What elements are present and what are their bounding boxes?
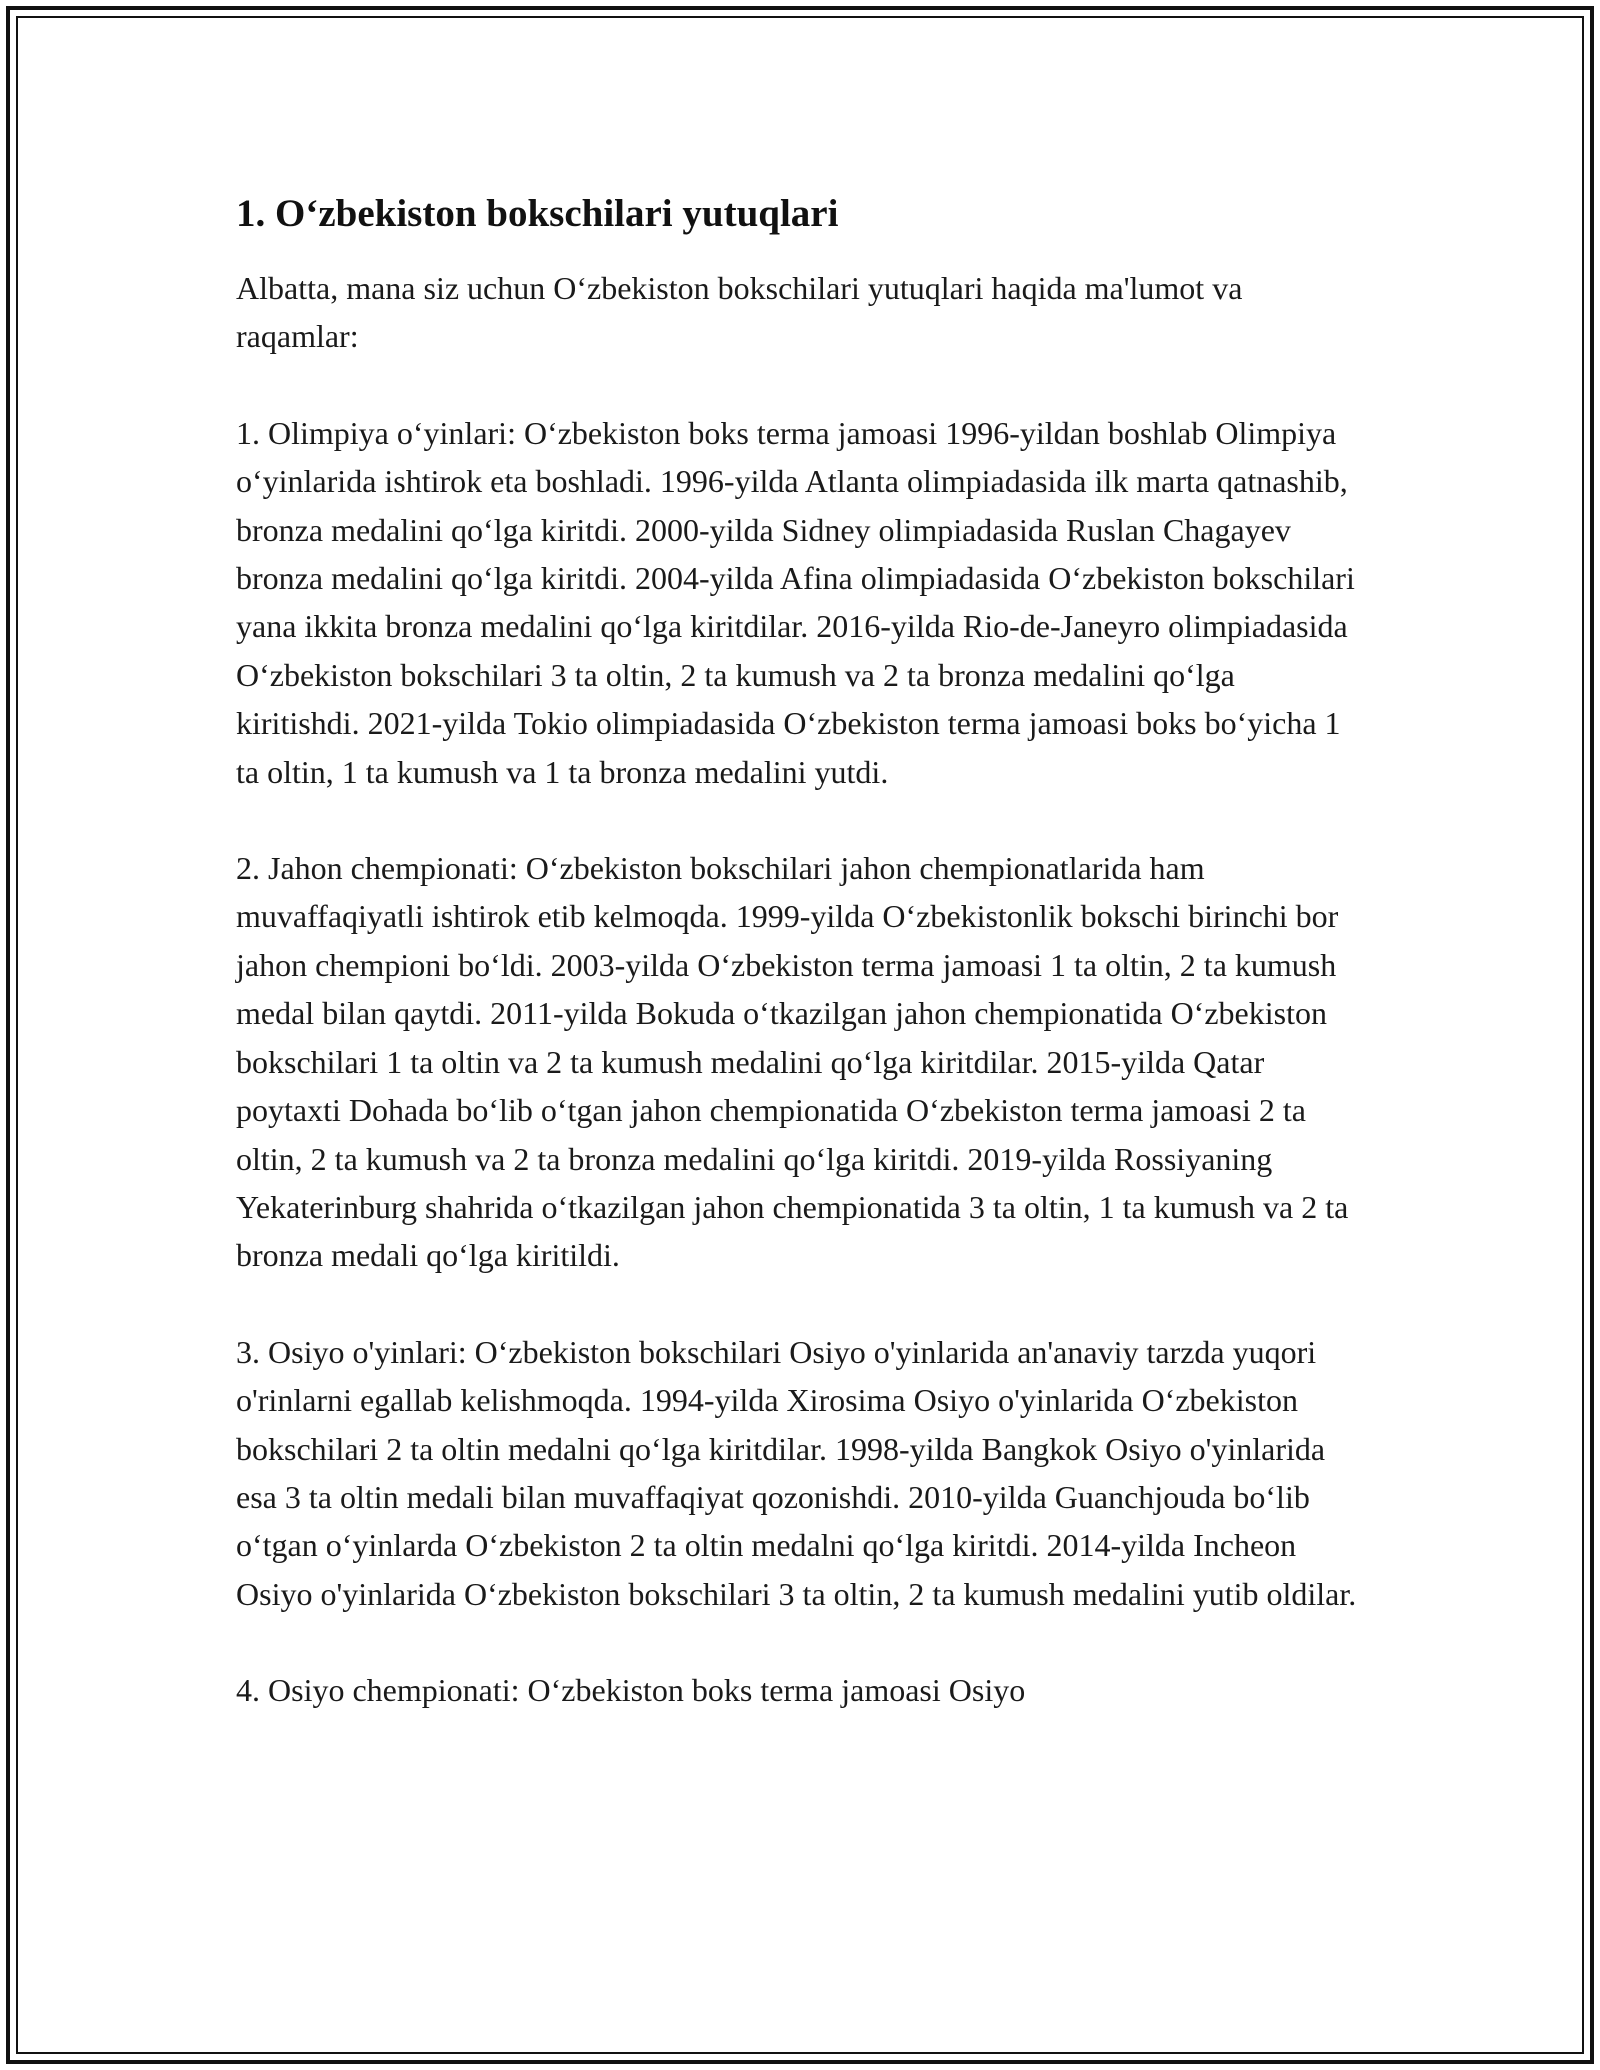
section-world-championship-paragraph: 2. Jahon chempionati: O‘zbekiston bokschilari jahon chempionatlarida ham muvaffaqiyatli ishtirok etib kelmoqda. 1999-yilda O‘zbekistonlik bokschi birinchi bor jahon chempioni bo‘ldi. 2003-yilda O‘zbekiston terma jamoasi 1 ta oltin, 2 ta kumush medal bilan qaytdi. 2011-yilda Bokuda o‘tkazilgan jahon chempionatida O‘zbekiston bokschilari 1 ta oltin va 2 ta kumush medalini qo‘lga kiritdilar. 2015-yilda Qatar poytaxti Dohada bo‘lib o‘tgan jahon chempionatida O‘zbekiston terma jamoasi 2 ta oltin, 2 ta kumush va 2 ta bronza medalini qo‘lga kiritdi. 2019-yilda Rossiyaning Yekaterinburg shahrida o‘tkazilgan jahon chempionatida 3 ta oltin, 1 ta kumush va 2 ta bronza medali qo‘lga kiritildi.	[236, 850, 1349, 1274]
intro-paragraph: Albatta, mana siz uchun O‘zbekiston bokschilari yutuqlari haqida ma'lumot va raqamlar:	[236, 270, 1243, 355]
section-asian-championship-paragraph: 4. Osiyo chempionati: O‘zbekiston boks terma jamoasi Osiyo	[236, 1672, 1026, 1709]
section-asian-games-paragraph: 3. Osiyo o'yinlari: O‘zbekiston bokschilari Osiyo o'yinlarida an'anaviy tarzda yuqori o'rinlarni egallab kelishmoqda. 1994-yilda Xirosima Osiyo o'yinlarida O‘zbekiston bokschilari 2 ta oltin medalni qo‘lga kiritdilar. 1998-yilda Bangkok Osiyo o'yinlarida esa 3 ta oltin medali bilan muvaffaqiyat qozonishdi. 2010-yilda Guanchjouda bo‘lib o‘tgan o‘yinlarda O‘zbekiston 2 ta oltin medalni qo‘lga kiritdi. 2014-yilda Incheon Osiyo o'yinlarida O‘zbekiston bokschilari 3 ta oltin, 2 ta kumush medalini yutib oldilar.	[236, 1333, 1357, 1612]
document-heading: 1. O‘zbekiston bokschilari yutuqlari	[236, 192, 839, 235]
document-body	[236, 190, 1366, 1763]
section-olympics-paragraph: 1. Olimpiya o‘yinlari: O‘zbekiston boks terma jamoasi 1996-yildan boshlab Olimpiya o‘yinlarida ishtirok eta boshladi. 1996-yilda Atlanta olimpiadasida ilk marta qatnashib, bronza medalini qo‘lga kiritdi. 2000-yilda Sidney olimpiadasida Ruslan Chagayev bronza medalini qo‘lga kiritdi. 2004-yilda Afina olimpiadasida O‘zbekiston bokschilari yana ikkita bronza medalini qo‘lga kiritdilar. 2016-yilda Rio-de-Janeyro olimpiadasida O‘zbekiston bokschilari 3 ta oltin, 2 ta kumush va 2 ta bronza medalini qo‘lga kiritishdi. 2021-yilda Tokio olimpiadasida O‘zbekiston terma jamoasi boks bo‘yicha 1 ta oltin, 1 ta kumush va 1 ta bronza medalini yutdi.	[236, 414, 1355, 790]
